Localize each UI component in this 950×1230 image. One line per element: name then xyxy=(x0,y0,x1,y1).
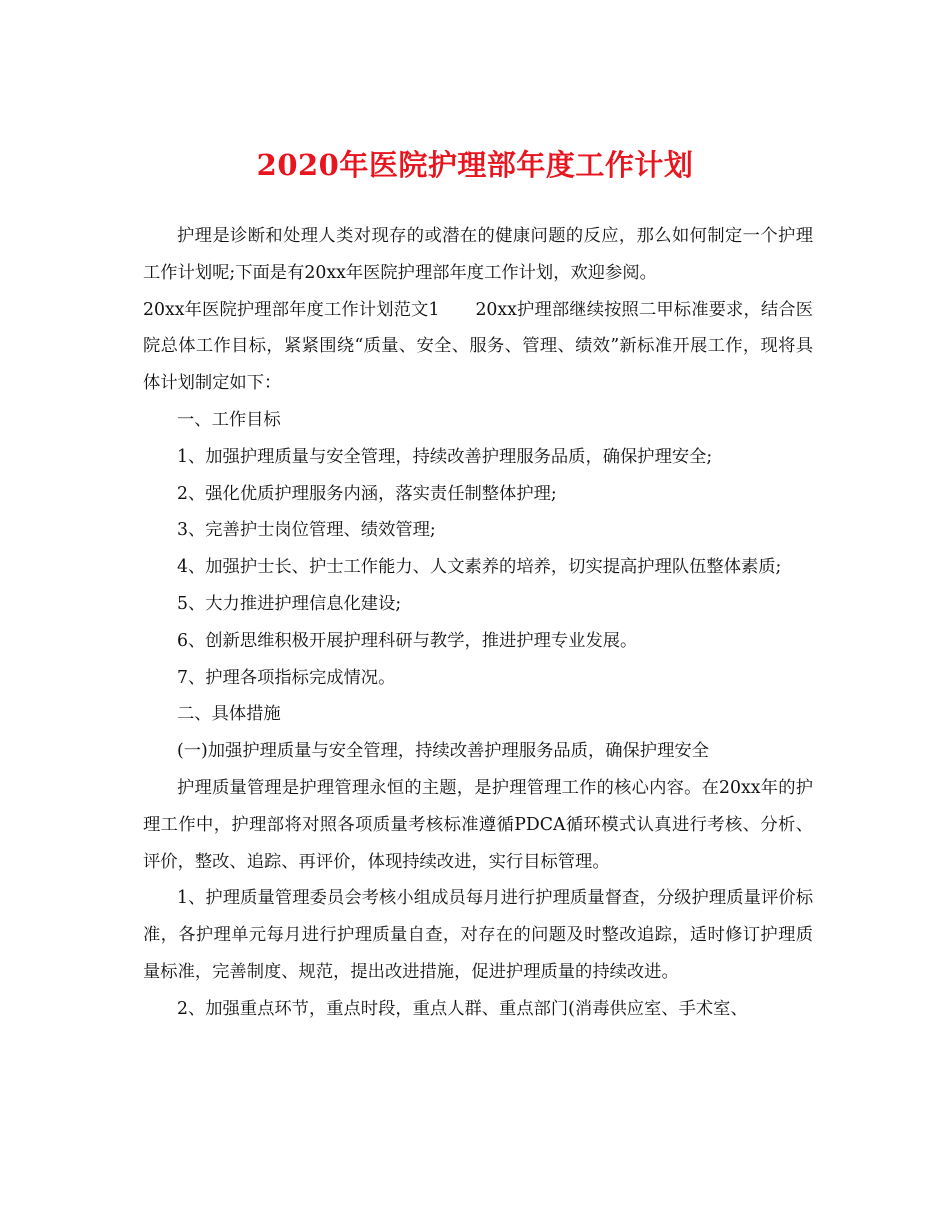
goal-item: 1、加强护理质量与安全管理，持续改善护理服务品质，确保护理安全; xyxy=(177,446,713,467)
goal-item: 6、创新思维积极开展护理科研与教学，推进护理专业发展。 xyxy=(177,630,638,651)
sample-lead: 20xx护理部继续按照二甲标准要求，结合医院总体工作目标，紧紧围绕“质量、安全、服务、管理、绩效”新标准开展工作，现将具体计划制定如下： xyxy=(143,299,813,394)
sample-heading: 20xx年医院护理部年度工作计划范文1 xyxy=(143,299,440,320)
document-body xyxy=(143,218,813,1028)
subsection-heading: (一)加强护理质量与安全管理，持续改善护理服务品质，确保护理安全 xyxy=(177,741,709,762)
quality-paragraph: 护理质量管理是护理管理永恒的主题，是护理管理工作的核心内容。在20xx年的护理工作中，护理部将对照各项质量考核标准遵循PDCA循环模式认真进行考核、分析、评价，整改、追踪、再评价，体现持续改进，实行目标管理。 xyxy=(143,777,813,872)
section-heading-goals: 一、工作目标 xyxy=(177,409,281,430)
sample-paragraph xyxy=(143,292,813,402)
measure-item: 2、加强重点环节，重点时段，重点人群、重点部门(消毒供应室、手术室、 xyxy=(177,998,748,1019)
document-title: 2020年医院护理部年度工作计划 xyxy=(256,148,694,182)
goal-item: 4、加强护士长、护士工作能力、人文素养的培养，切实提高护理队伍整体素质; xyxy=(177,557,782,578)
measure-item: 1、护理质量管理委员会考核小组成员每月进行护理质量督查，分级护理质量评价标准，各护理单元每月进行护理质量自查，对存在的问题及时整改追踪，适时修订护理质量标准，完善制度、规范，提出改进措施，促进护理质量的持续改进。 xyxy=(143,888,813,982)
goal-item: 7、护理各项指标完成情况。 xyxy=(177,667,396,688)
goal-item: 2、强化优质护理服务内涵，落实责任制整体护理; xyxy=(177,483,557,504)
goal-item: 3、完善护士岗位管理、绩效管理; xyxy=(177,520,436,541)
section-heading-measures: 二、具体措施 xyxy=(177,704,281,725)
goal-item: 5、大力推进护理信息化建设; xyxy=(177,593,402,614)
intro-paragraph: 护理是诊断和处理人类对现存的或潜在的健康问题的反应，那么如何制定一个护理工作计划呢;下面是有20xx年医院护理部年度工作计划，欢迎参阅。 xyxy=(143,226,813,283)
